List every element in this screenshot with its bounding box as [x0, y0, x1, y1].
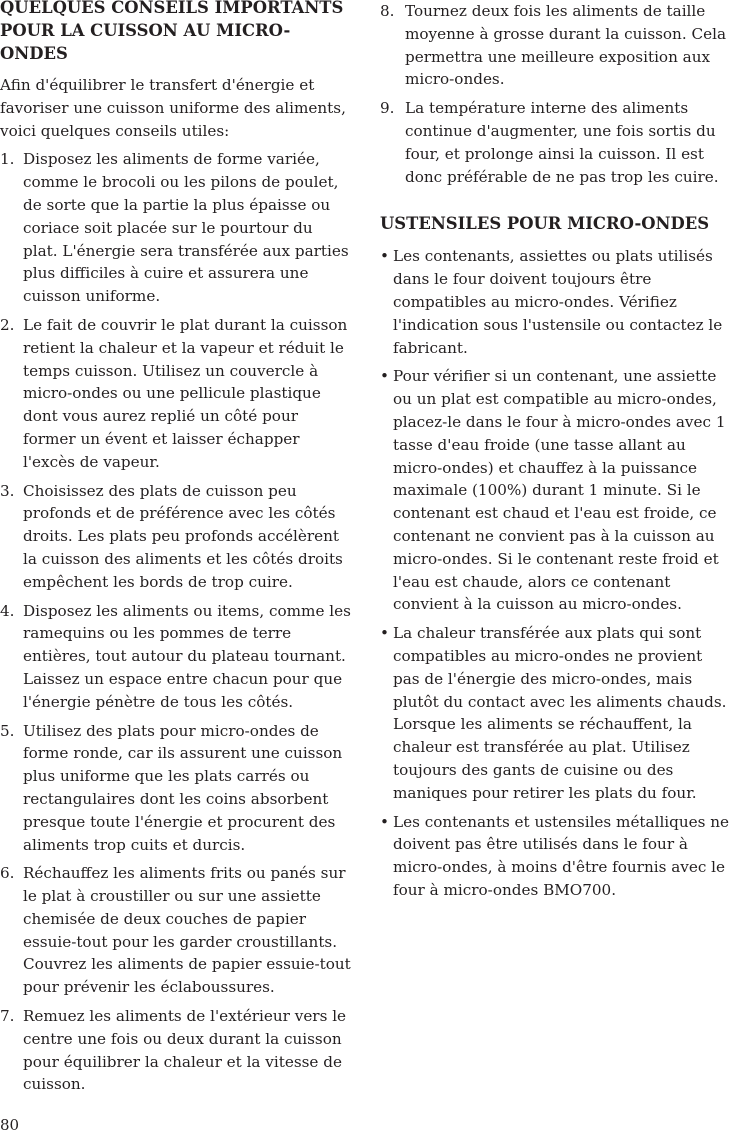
utensils-heading: USTENSILES POUR MICRO-ONDES [380, 214, 710, 234]
utensil-text: La chaleur transférée aux plats qui sont compatibles au micro-ondes ne provient pas de l'énergie des micro-ondes, mais plutôt du contact avec les aliments chauds. Lorsque les aliments se réchauffent, la chaleur est transférée au plat. Utilisez toujours des gants de cuisine ou des maniques pour retirer les plats du four. [393, 624, 727, 802]
tip-text: Le fait de couvrir le plat durant la cuisson retient la chaleur et la vapeur et réduit le temps cuisson. Utilisez un couvercle à micro-ondes ou une pellicule plastique dont vous aurez replié un côté pour former un évent et laisser échapper l'excès de vapeur. [23, 315, 348, 471]
tip-item-9 [380, 97, 730, 188]
tip-number: 7. [0, 1007, 15, 1026]
tip-text: Choisissez des plats de cuisson peu profonds et de préférence avec les côtés droits. Les plats peu profonds accélèrent la cuisson des aliments et les côtés droits empêchent les bords de trop cuire. [23, 481, 343, 591]
tips-list-left [0, 148, 352, 1096]
right-column [380, 0, 730, 902]
utensil-text: Pour vérifier si un contenant, une assiette ou un plat est compatible au micro-ondes, placez-le dans le four à micro-ondes avec 1 tasse d'eau froide (une tasse allant au micro-ondes) et chauffez à la puissance maximale (100%) durant 1 minute. Si le contenant est chaud et l'eau est froide, ce contenant ne convient pas à la cuisson au micro-ondes. Si le contenant reste froid et l'eau est chaude, alors ce contenant convient à la cuisson au micro-ondes. [393, 367, 726, 614]
utensil-item-3 [380, 622, 730, 804]
tip-item-4 [0, 600, 352, 714]
tip-item-7 [0, 1005, 352, 1096]
utensils-list [380, 245, 730, 901]
tip-number: 2. [0, 315, 15, 334]
intro-paragraph: Afin d'équilibrer le transfert d'énergie et favoriser une cuisson uniforme des aliments, voici quelques conseils utiles: [0, 76, 346, 140]
tip-item-3 [0, 480, 352, 594]
tip-number: 4. [0, 601, 15, 620]
utensil-item-2 [380, 365, 730, 616]
tip-text: Disposez les aliments ou items, comme les ramequins ou les pommes de terre entières, tout autour du plateau tournant. Laissez un espace entre chacun pour que l'énergie pénètre de tous les côtés. [23, 601, 351, 711]
tip-number: 8. [380, 2, 395, 20]
utensil-text: Les contenants et ustensiles métalliques ne doivent pas être utilisés dans le four à micro-ondes, à moins d'être fournis avec le four à micro-ondes BMO700. [393, 812, 730, 899]
tip-text: Utilisez des plats pour micro-ondes de forme ronde, car ils assurent une cuisson plus uniforme que les plats carrés ou rectangulaires dont les coins absorbent presque toute l'énergie et procurent des aliments trop cuits et durcis. [23, 721, 343, 854]
utensil-text: Les contenants, assiettes ou plats utilisés dans le four doivent toujours être compatibles au micro-ondes. Vérifiez l'indication sous l'ustensile ou contactez le fabricant. [393, 247, 723, 357]
tip-number: 6. [0, 864, 15, 883]
utensil-item-1 [380, 245, 730, 359]
utensil-item-4 [380, 811, 730, 902]
tip-item-1 [0, 148, 352, 308]
tip-text: La température interne des aliments continue d'augmenter, une fois sortis du four, et prolonge ainsi la cuisson. Il est donc préférable de ne pas trop les cuire. [405, 99, 719, 186]
tip-item-5 [0, 720, 352, 857]
tip-item-2 [0, 314, 352, 474]
tip-text: Tournez deux fois les aliments de taille moyenne à grosse durant la cuisson. Cela permettra une meilleure exposition aux micro-ondes. [405, 2, 727, 89]
tip-number: 3. [0, 481, 15, 500]
tip-text: Réchauffez les aliments frits ou panés sur le plat à croustiller ou sur une assiette chemisée de deux couches de papier essuie-tout pour les garder croustillants. Couvrez les aliments de papier essuie-tout pour prévenir les éclaboussures. [23, 864, 351, 997]
bullet-mark: • [380, 367, 389, 386]
tip-item-6 [0, 862, 352, 999]
bullet-mark: • [380, 624, 389, 643]
tip-number: 1. [0, 150, 15, 169]
tip-text: Disposez les aliments de forme variée, comme le brocoli ou les pilons de poulet, de sorte que la partie la plus épaisse ou coriace soit placée sur le pourtour du plat. L'énergie sera transférée aux parties plus difficiles à cuire et assurera une cuisson uniforme. [23, 150, 349, 306]
tips-list-right [380, 0, 730, 188]
bullet-mark: • [380, 247, 389, 266]
tip-item-8 [380, 0, 730, 91]
cooking-tips-heading: QUELQUES CONSEILS IMPORTANTS POUR LA CUISSON AU MICRO-ONDES [0, 0, 344, 63]
bullet-mark: • [380, 812, 389, 831]
left-column [0, 0, 352, 1096]
tip-number: 5. [0, 721, 15, 740]
tip-text: Remuez les aliments de l'extérieur vers le centre une fois ou deux durant la cuisson pour équilibrer la chaleur et la vitesse de cuisson. [23, 1007, 347, 1094]
tip-number: 9. [380, 99, 395, 118]
page-number: 80 [0, 1116, 20, 1134]
